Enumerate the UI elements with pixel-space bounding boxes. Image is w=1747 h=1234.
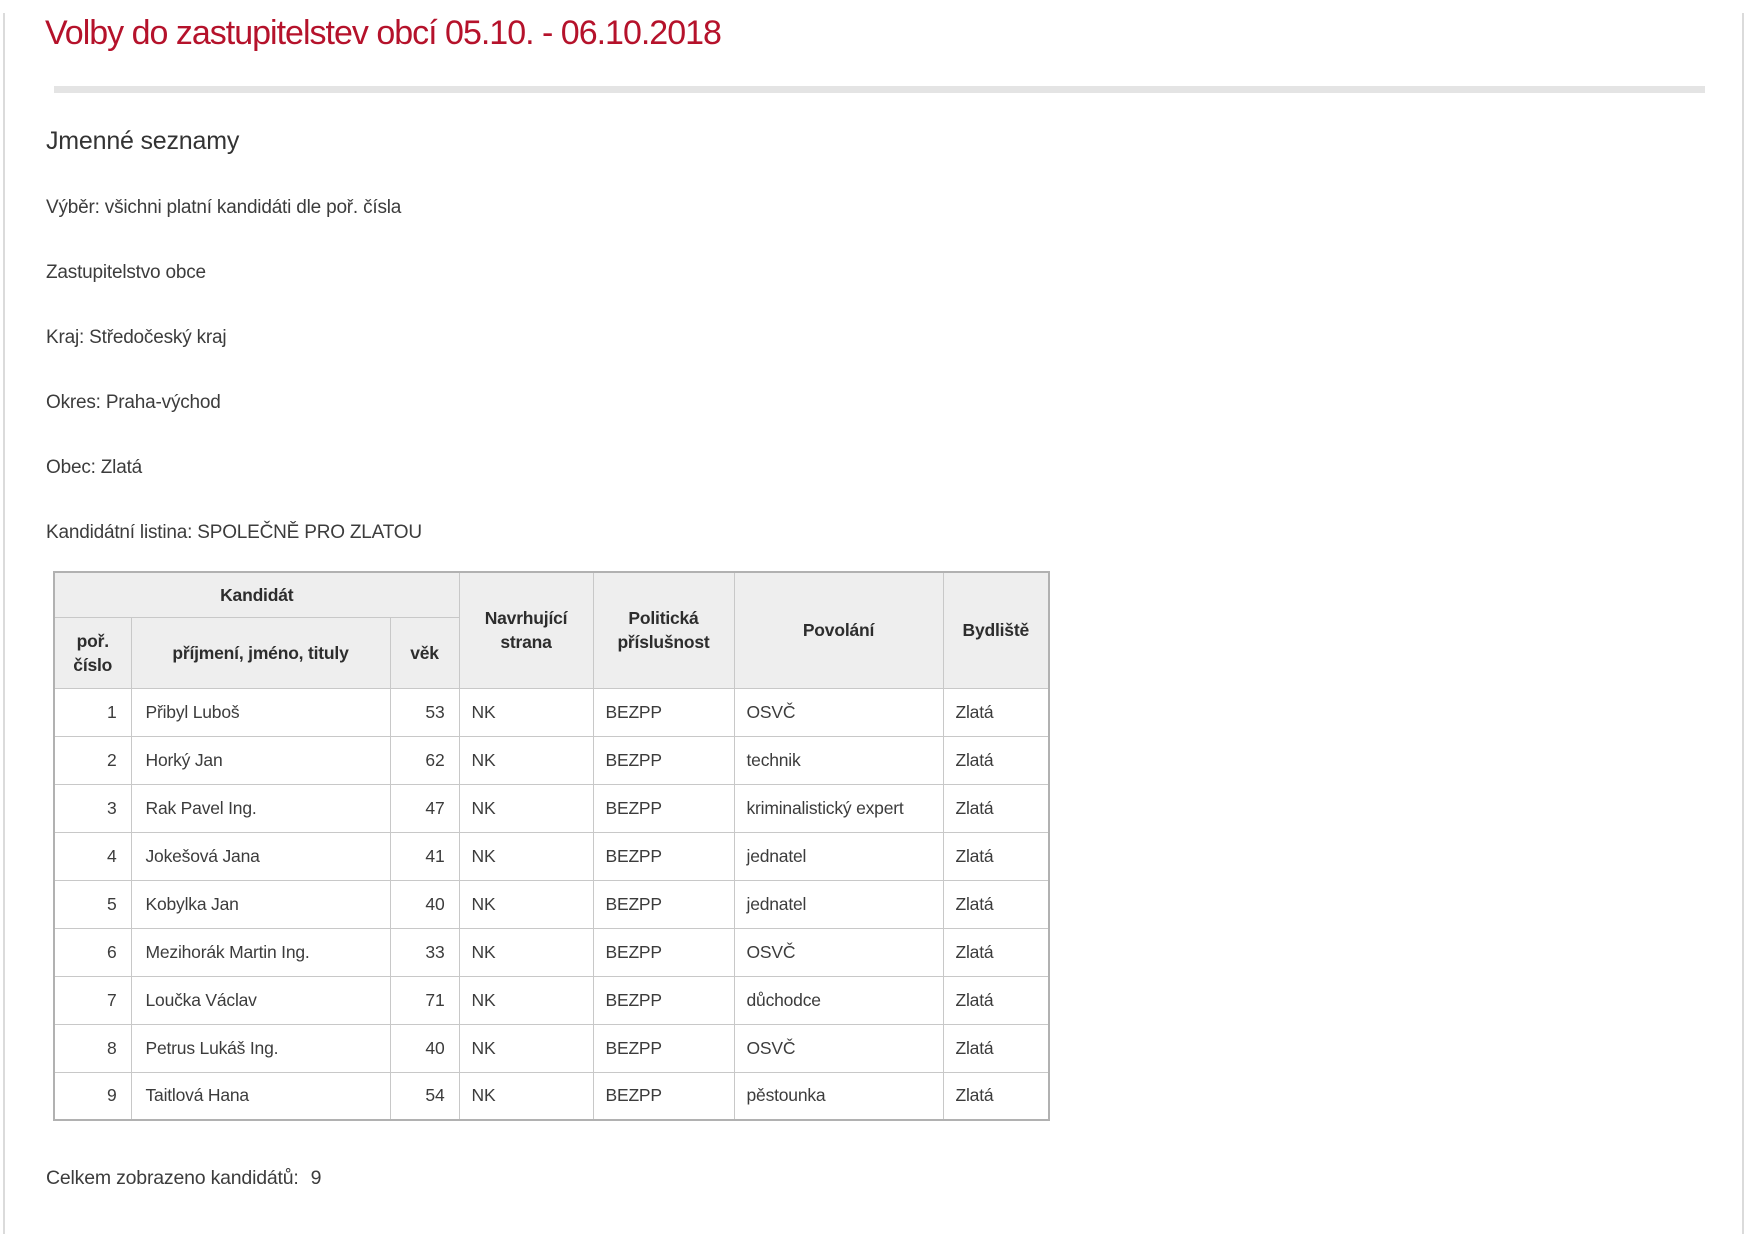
cell-prijmeni-jmeno: Horký Jan — [131, 736, 390, 784]
cell-navrhujici-strana: NK — [459, 1024, 593, 1072]
cell-politicka-prislusnost: BEZPP — [593, 688, 734, 736]
cell-prijmeni-jmeno: Rak Pavel Ing. — [131, 784, 390, 832]
table-row — [54, 688, 1049, 736]
cell-bydliste: Zlatá — [943, 1072, 1049, 1120]
cell-por-cislo: 8 — [54, 1024, 131, 1072]
cell-povolani: technik — [734, 736, 943, 784]
cell-bydliste: Zlatá — [943, 688, 1049, 736]
info-line-obec: Obec: Zlatá — [46, 457, 143, 478]
header-politicka-prislusnost: Politická příslušnost — [593, 572, 734, 688]
cell-navrhujici-strana: NK — [459, 1072, 593, 1120]
cell-por-cislo: 3 — [54, 784, 131, 832]
table-row — [54, 832, 1049, 880]
cell-vek: 33 — [390, 928, 459, 976]
cell-vek: 54 — [390, 1072, 459, 1120]
total-line — [46, 1167, 1742, 1190]
cell-prijmeni-jmeno: Kobylka Jan — [131, 880, 390, 928]
total-value: 9 — [310, 1167, 322, 1189]
cell-bydliste: Zlatá — [943, 784, 1049, 832]
info-line-zastupitelstvo: Zastupitelstvo obce — [46, 262, 206, 283]
cell-vek: 47 — [390, 784, 459, 832]
cell-bydliste: Zlatá — [943, 736, 1049, 784]
cell-povolani: pěstounka — [734, 1072, 943, 1120]
table-body — [54, 688, 1049, 1120]
header-prijmeni-jmeno-tituly: příjmení, jméno, tituly — [131, 617, 390, 688]
header-kandidat-group: Kandidát — [54, 572, 459, 617]
cell-politicka-prislusnost: BEZPP — [593, 976, 734, 1024]
info-line-vyber: Výběr: všichni platní kandidáti dle poř. čísla — [46, 197, 402, 218]
cell-por-cislo: 1 — [54, 688, 131, 736]
table-row — [54, 1024, 1049, 1072]
table-row — [54, 736, 1049, 784]
cell-navrhujici-strana: NK — [459, 736, 593, 784]
header-por-cislo: poř. číslo — [54, 617, 131, 688]
cell-prijmeni-jmeno: Mezihorák Martin Ing. — [131, 928, 390, 976]
cell-politicka-prislusnost: BEZPP — [593, 1072, 734, 1120]
cell-povolani: jednatel — [734, 832, 943, 880]
cell-povolani: OSVČ — [734, 1024, 943, 1072]
section-title: Jmenné seznamy — [46, 127, 240, 155]
cell-povolani: důchodce — [734, 976, 943, 1024]
cell-politicka-prislusnost: BEZPP — [593, 880, 734, 928]
cell-navrhujici-strana: NK — [459, 976, 593, 1024]
cell-vek: 53 — [390, 688, 459, 736]
cell-prijmeni-jmeno: Petrus Lukáš Ing. — [131, 1024, 390, 1072]
cell-vek: 71 — [390, 976, 459, 1024]
header-bydliste: Bydliště — [943, 572, 1049, 688]
cell-povolani: OSVČ — [734, 928, 943, 976]
header-navrhujici-strana: Navrhující strana — [459, 572, 593, 688]
total-label: Celkem zobrazeno kandidátů: — [46, 1167, 299, 1189]
cell-povolani: jednatel — [734, 880, 943, 928]
cell-prijmeni-jmeno: Taitlová Hana — [131, 1072, 390, 1120]
table-row — [54, 880, 1049, 928]
header-vek: věk — [390, 617, 459, 688]
cell-povolani: kriminalistický expert — [734, 784, 943, 832]
cell-por-cislo: 7 — [54, 976, 131, 1024]
cell-navrhujici-strana: NK — [459, 928, 593, 976]
cell-navrhujici-strana: NK — [459, 832, 593, 880]
cell-vek: 40 — [390, 1024, 459, 1072]
info-line-okres: Okres: Praha-východ — [46, 392, 221, 413]
cell-bydliste: Zlatá — [943, 928, 1049, 976]
cell-navrhujici-strana: NK — [459, 784, 593, 832]
cell-por-cislo: 2 — [54, 736, 131, 784]
cell-prijmeni-jmeno: Přibyl Luboš — [131, 688, 390, 736]
cell-por-cislo: 9 — [54, 1072, 131, 1120]
candidates-table — [53, 571, 1050, 1121]
cell-navrhujici-strana: NK — [459, 880, 593, 928]
cell-politicka-prislusnost: BEZPP — [593, 784, 734, 832]
info-line-kraj: Kraj: Středočeský kraj — [46, 327, 227, 348]
cell-bydliste: Zlatá — [943, 880, 1049, 928]
table-row — [54, 976, 1049, 1024]
cell-por-cislo: 6 — [54, 928, 131, 976]
cell-politicka-prislusnost: BEZPP — [593, 832, 734, 880]
header-povolani: Povolání — [734, 572, 943, 688]
title-divider — [54, 86, 1705, 93]
cell-bydliste: Zlatá — [943, 976, 1049, 1024]
cell-politicka-prislusnost: BEZPP — [593, 1024, 734, 1072]
page-title: Volby do zastupitelstev obcí 05.10. - 06.10.2018 — [45, 14, 721, 52]
table-row — [54, 784, 1049, 832]
cell-povolani: OSVČ — [734, 688, 943, 736]
header-row-group — [54, 572, 1049, 617]
cell-bydliste: Zlatá — [943, 1024, 1049, 1072]
page-container — [3, 13, 1744, 1234]
info-line-kandidatni-listina: Kandidátní listina: SPOLEČNĚ PRO ZLATOU — [46, 522, 422, 543]
table-row — [54, 928, 1049, 976]
cell-vek: 40 — [390, 880, 459, 928]
cell-prijmeni-jmeno: Loučka Václav — [131, 976, 390, 1024]
cell-prijmeni-jmeno: Jokešová Jana — [131, 832, 390, 880]
table-header — [54, 572, 1049, 688]
cell-vek: 62 — [390, 736, 459, 784]
cell-por-cislo: 5 — [54, 880, 131, 928]
cell-bydliste: Zlatá — [943, 832, 1049, 880]
cell-politicka-prislusnost: BEZPP — [593, 736, 734, 784]
cell-navrhujici-strana: NK — [459, 688, 593, 736]
cell-vek: 41 — [390, 832, 459, 880]
cell-politicka-prislusnost: BEZPP — [593, 928, 734, 976]
cell-por-cislo: 4 — [54, 832, 131, 880]
table-row — [54, 1072, 1049, 1120]
